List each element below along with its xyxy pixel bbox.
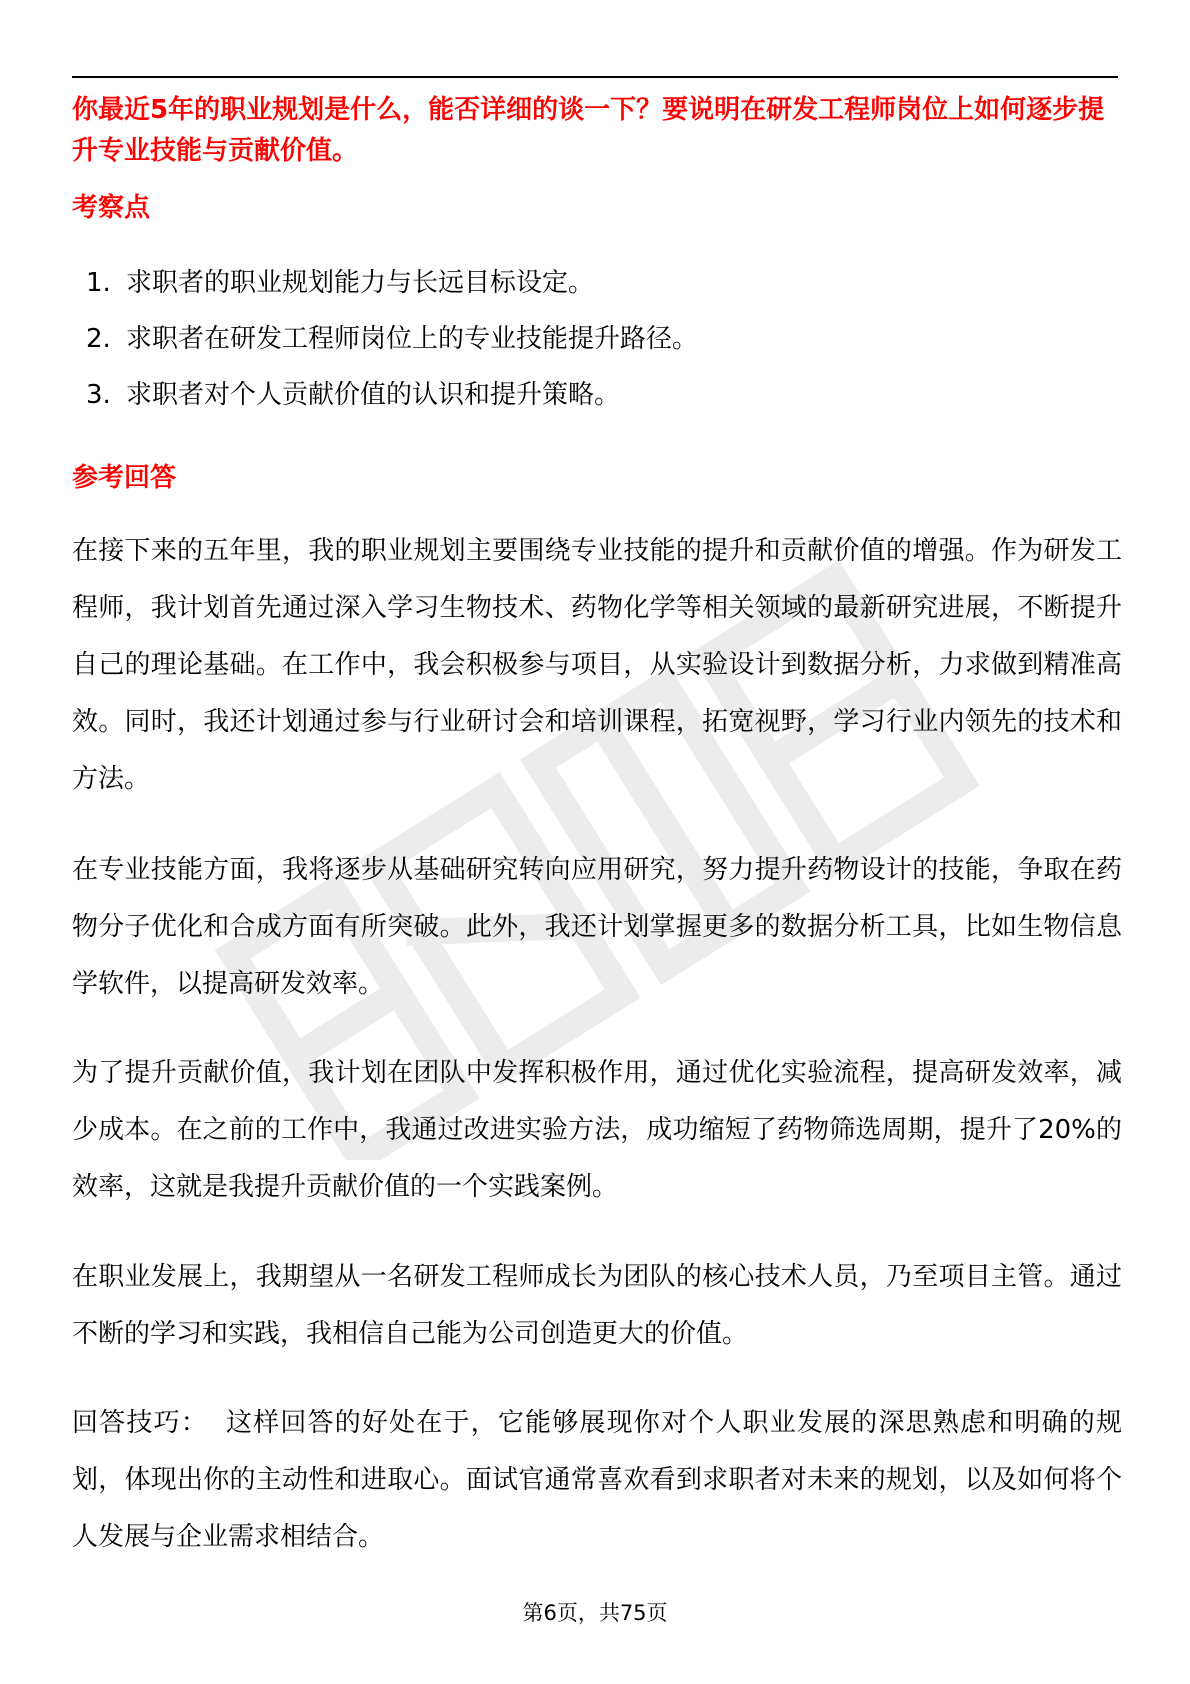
answer-paragraph: 在专业技能方面，我将逐步从基础研究转向应用研究，努力提升药物设计的技能，争取在药物分子优化和合成方面有所突破。此外，我还计划掌握更多的数据分析工具，比如生物信息学软件，以提高研发效率。 (72, 855, 1122, 999)
tips-text: 这样回答的好处在于，它能够展现你对个人职业发展的深思熟虑和明确的规划，体现出你的主动性和进取心。面试官通常喜欢看到求职者对未来的规划，以及如何将个人发展与企业需求相结合。 (72, 1408, 1122, 1552)
tips-label: 回答技巧： (72, 1408, 208, 1438)
points-list (86, 266, 698, 434)
list-text: 求职者对个人贡献价值的认识和提升策略。 (126, 380, 621, 410)
answer-paragraph: 为了提升贡献价值，我计划在团队中发挥积极作用，通过优化实验流程，提高研发效率，减少成本。在之前的工作中，我通过改进实验方法，成功缩短了药物筛选周期，提升了20%的效率，这就是我提升贡献价值的一个实践案例。 (72, 1058, 1122, 1202)
list-text: 求职者在研发工程师岗位上的专业技能提升路径。 (126, 324, 699, 354)
answer-heading: 参考回答 (72, 463, 177, 493)
question-title: 你最近5年的职业规划是什么，能否详细的谈一下？要说明在研发工程师岗位上如何逐步提升专业技能与贡献价值。 (72, 95, 1105, 166)
top-rule (72, 76, 1118, 78)
tips-paragraph (72, 1395, 1122, 1566)
answer-paragraph: 在职业发展上，我期望从一名研发工程师成长为团队的核心技术人员，乃至项目主管。通过不断的学习和实践，我相信自己能为公司创造更大的价值。 (72, 1262, 1122, 1349)
answer-paragraph: 在接下来的五年里，我的职业规划主要围绕专业技能的提升和贡献价值的增强。作为研发工程师，我计划首先通过深入学习生物技术、药物化学等相关领域的最新研究进展，不断提升自己的理论基础。在工作中，我会积极参与项目，从实验设计到数据分析，力求做到精准高效。同时，我还计划通过参与行业研讨会和培训课程，拓宽视野，学习行业内领先的技术和方法。 (72, 536, 1122, 794)
list-item (86, 378, 698, 434)
list-number: 1. (86, 268, 111, 298)
page-number: 第6页，共75页 (522, 1601, 668, 1625)
list-number: 2. (86, 324, 111, 354)
list-item (86, 322, 698, 378)
list-text: 求职者的职业规划能力与长远目标设定。 (126, 268, 595, 298)
points-heading: 考察点 (72, 193, 151, 223)
list-number: 3. (86, 380, 111, 410)
list-item (86, 266, 698, 322)
